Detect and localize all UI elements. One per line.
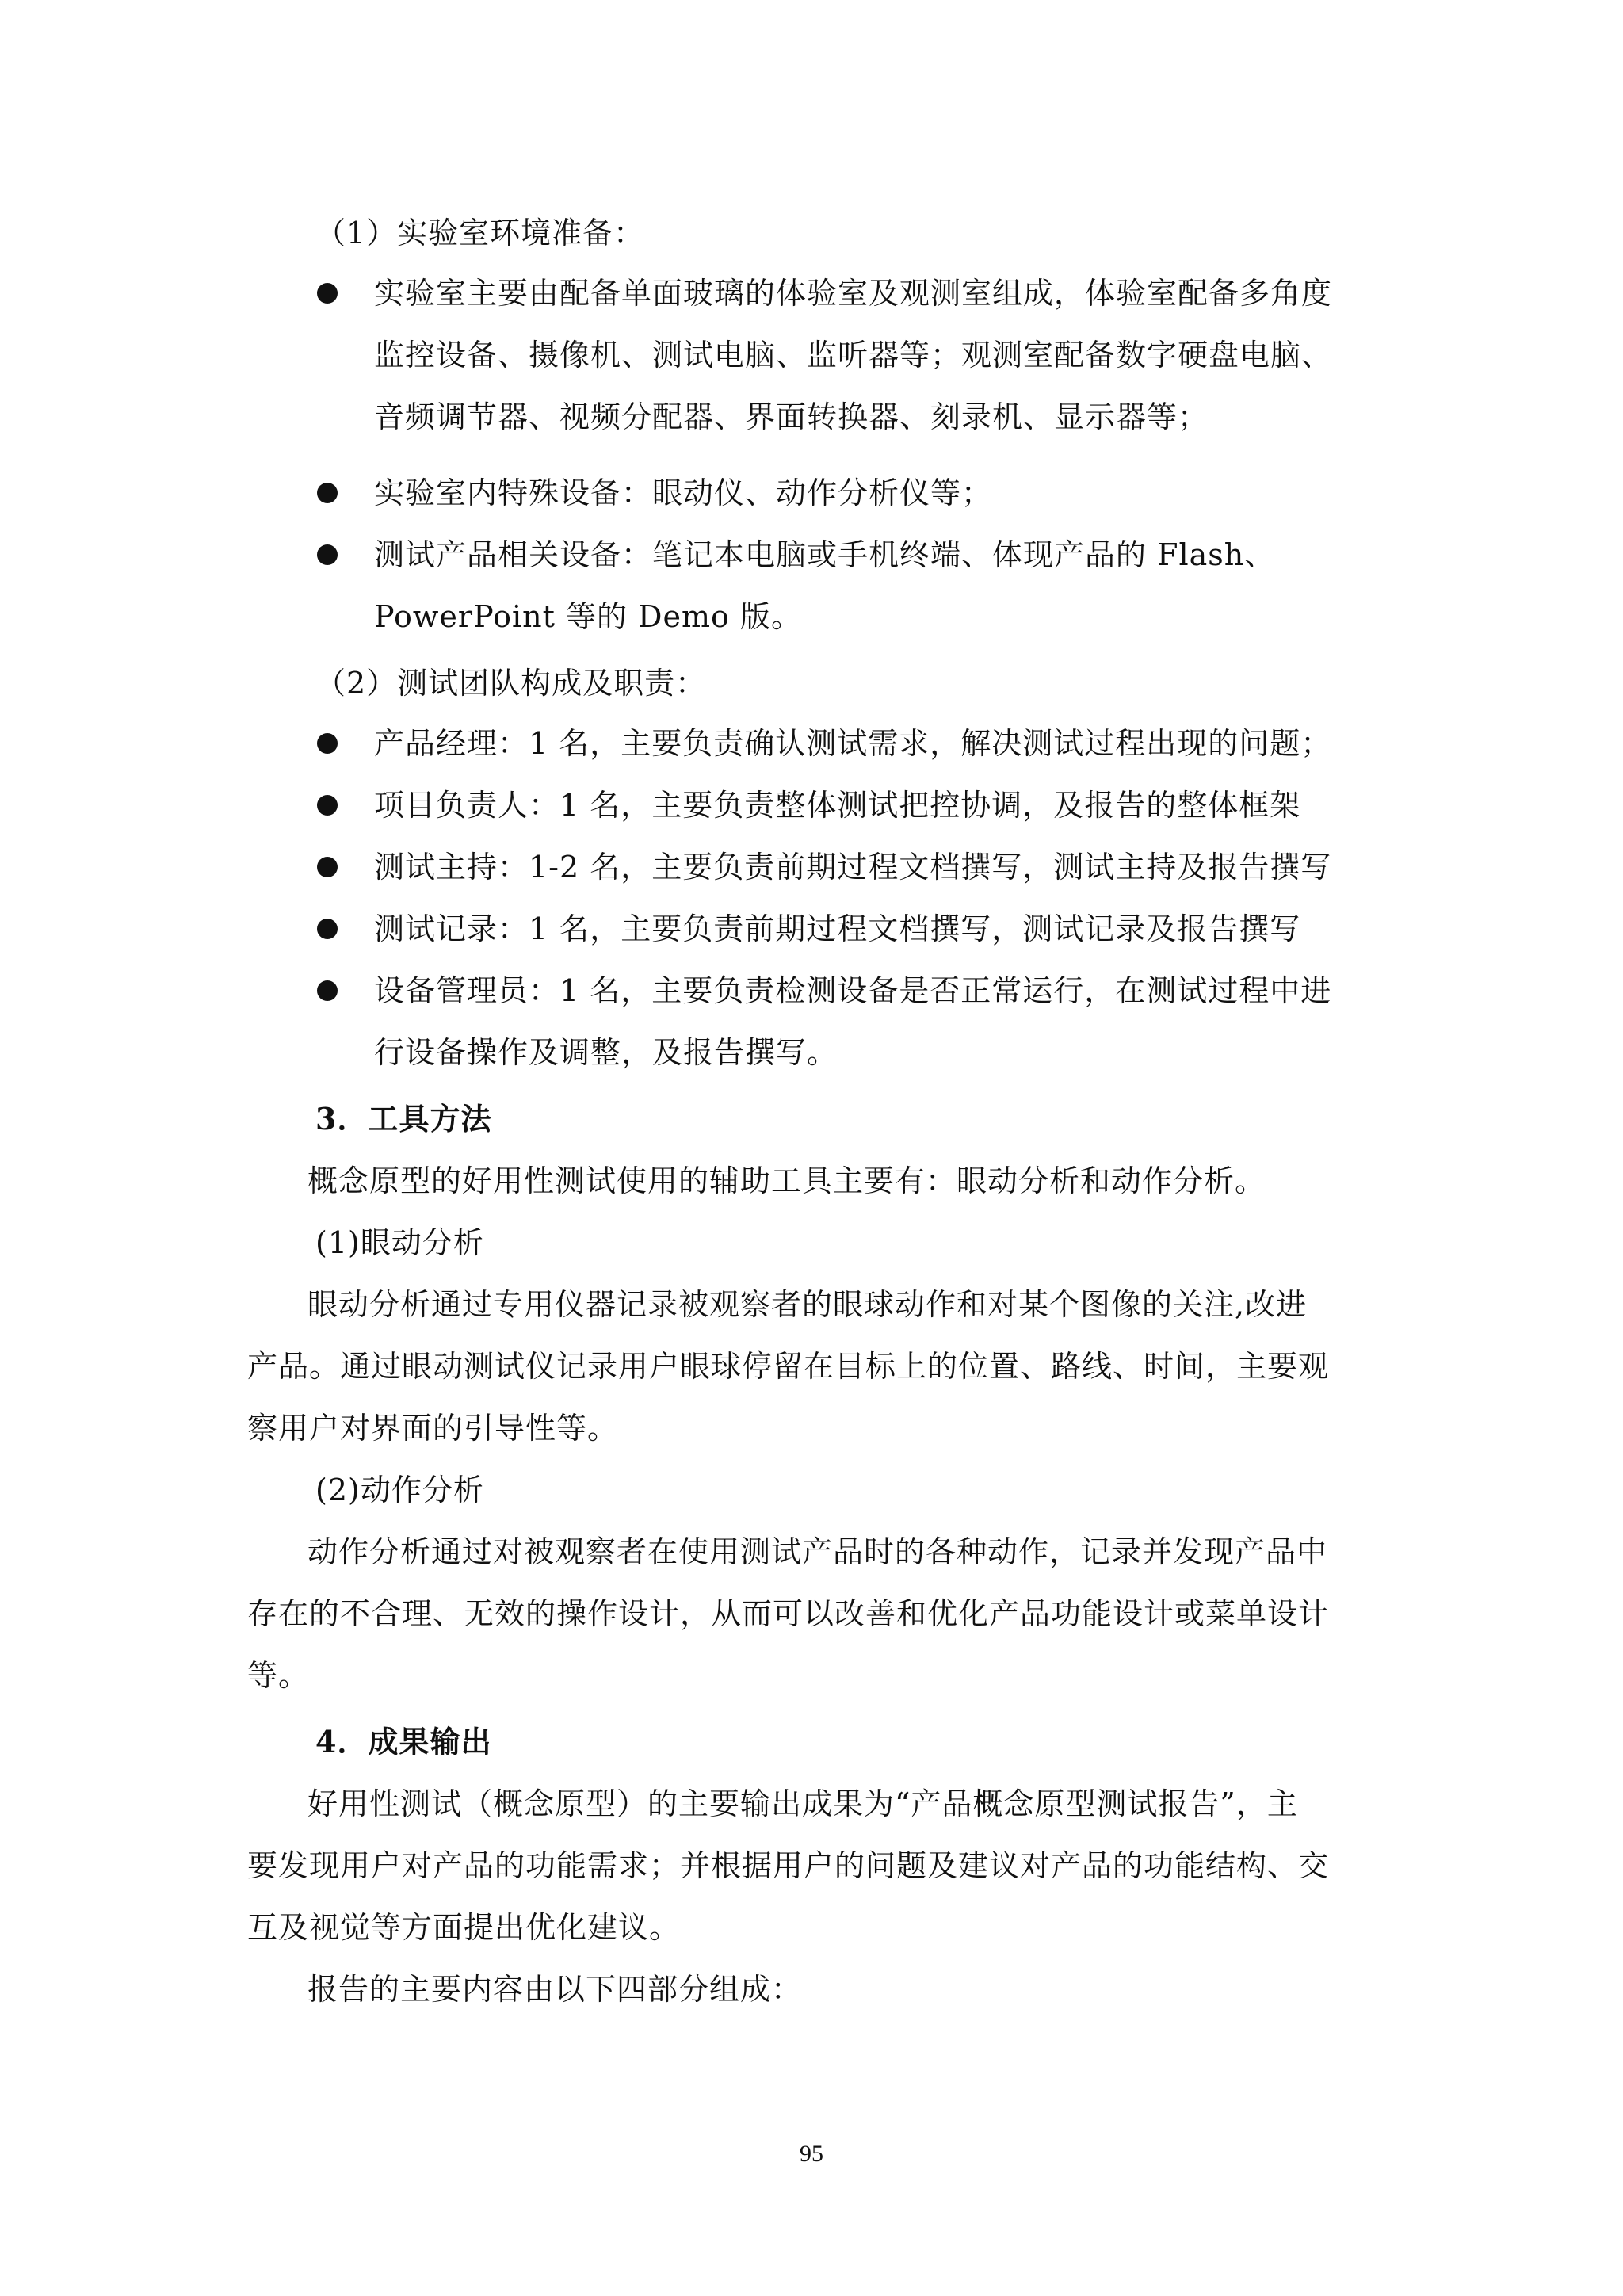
lab-bullet-1-line-3: 音频调节器、视频分配器、界面转换器、刻录机、显示器等； [374, 399, 1209, 434]
lab-bullet-1-line-2: 监控设备、摄像机、测试电脑、监听器等；观测室配备数字硬盘电脑、 [374, 338, 1333, 372]
output-text-line-2: 要发现用户对产品的功能需求；并根据用户的问题及建议对产品的功能结构、交 [247, 1848, 1330, 1883]
page-number: 95 [800, 2141, 823, 2167]
eye-tracking-text-line-3: 察用户对界面的引导性等。 [247, 1411, 619, 1446]
bullet-icon [317, 857, 338, 877]
output-text-line-1: 好用性测试（概念原型）的主要输出成果为“产品概念原型测试报告”，主 [307, 1786, 1298, 1821]
motion-analysis-text-line-1: 动作分析通过对被观察者在使用测试产品时的各种动作，记录并发现产品中 [307, 1534, 1328, 1569]
motion-analysis-text-line-3: 等。 [247, 1658, 310, 1693]
motion-analysis-text-line-2: 存在的不合理、无效的操作设计，从而可以改善和优化产品功能设计或菜单设计 [247, 1596, 1330, 1631]
bullet-icon [317, 544, 338, 565]
tools-heading: 3．工具方法 [315, 1101, 492, 1137]
bullet-icon [317, 283, 338, 304]
team-bullet-2: 项目负责人：1 名，主要负责整体测试把控协调，及报告的整体框架 [374, 788, 1301, 823]
lab-bullet-3-line-2: PowerPoint 等的 Demo 版。 [374, 599, 802, 634]
team-bullet-4: 测试记录：1 名，主要负责前期过程文档撰写，测试记录及报告撰写 [374, 911, 1301, 946]
bullet-icon [317, 919, 338, 939]
bullet-icon [317, 733, 338, 754]
team-bullet-3: 测试主持：1-2 名，主要负责前期过程文档撰写，测试主持及报告撰写 [374, 850, 1332, 884]
output-text-line-3: 互及视觉等方面提出优化建议。 [247, 1910, 681, 1945]
lab-bullet-2: 实验室内特殊设备：眼动仪、动作分析仪等； [374, 476, 993, 510]
eye-tracking-text-line-2: 产品。通过眼动测试仪记录用户眼球停留在目标上的位置、路线、时间，主要观 [247, 1349, 1330, 1384]
eye-tracking-heading: (1)眼动分析 [315, 1225, 484, 1260]
output-heading: 4．成果输出 [315, 1724, 492, 1759]
motion-analysis-heading: (2)动作分析 [315, 1473, 484, 1507]
output-closing: 报告的主要内容由以下四部分组成： [307, 1972, 803, 2007]
team-heading: （2）测试团队构成及职责： [315, 666, 707, 701]
team-bullet-5-line-2: 行设备操作及调整，及报告撰写。 [374, 1035, 838, 1070]
lab-bullet-1-line-1: 实验室主要由配备单面玻璃的体验室及观测室组成，体验室配备多角度 [374, 276, 1333, 311]
lab-heading: （1）实验室环境准备： [315, 216, 645, 250]
bullet-icon [317, 795, 338, 816]
team-bullet-1: 产品经理：1 名，主要负责确认测试需求，解决测试过程出现的问题； [374, 726, 1332, 761]
bullet-icon [317, 483, 338, 503]
team-bullet-5-line-1: 设备管理员：1 名，主要负责检测设备是否正常运行，在测试过程中进 [374, 973, 1332, 1008]
tools-intro: 概念原型的好用性测试使用的辅助工具主要有：眼动分析和动作分析。 [307, 1163, 1266, 1198]
lab-bullet-3-line-1: 测试产品相关设备：笔记本电脑或手机终端、体现产品的 Flash、 [374, 537, 1276, 572]
bullet-icon [317, 980, 338, 1001]
eye-tracking-text-line-1: 眼动分析通过专用仪器记录被观察者的眼球动作和对某个图像的关注,改进 [307, 1287, 1308, 1322]
